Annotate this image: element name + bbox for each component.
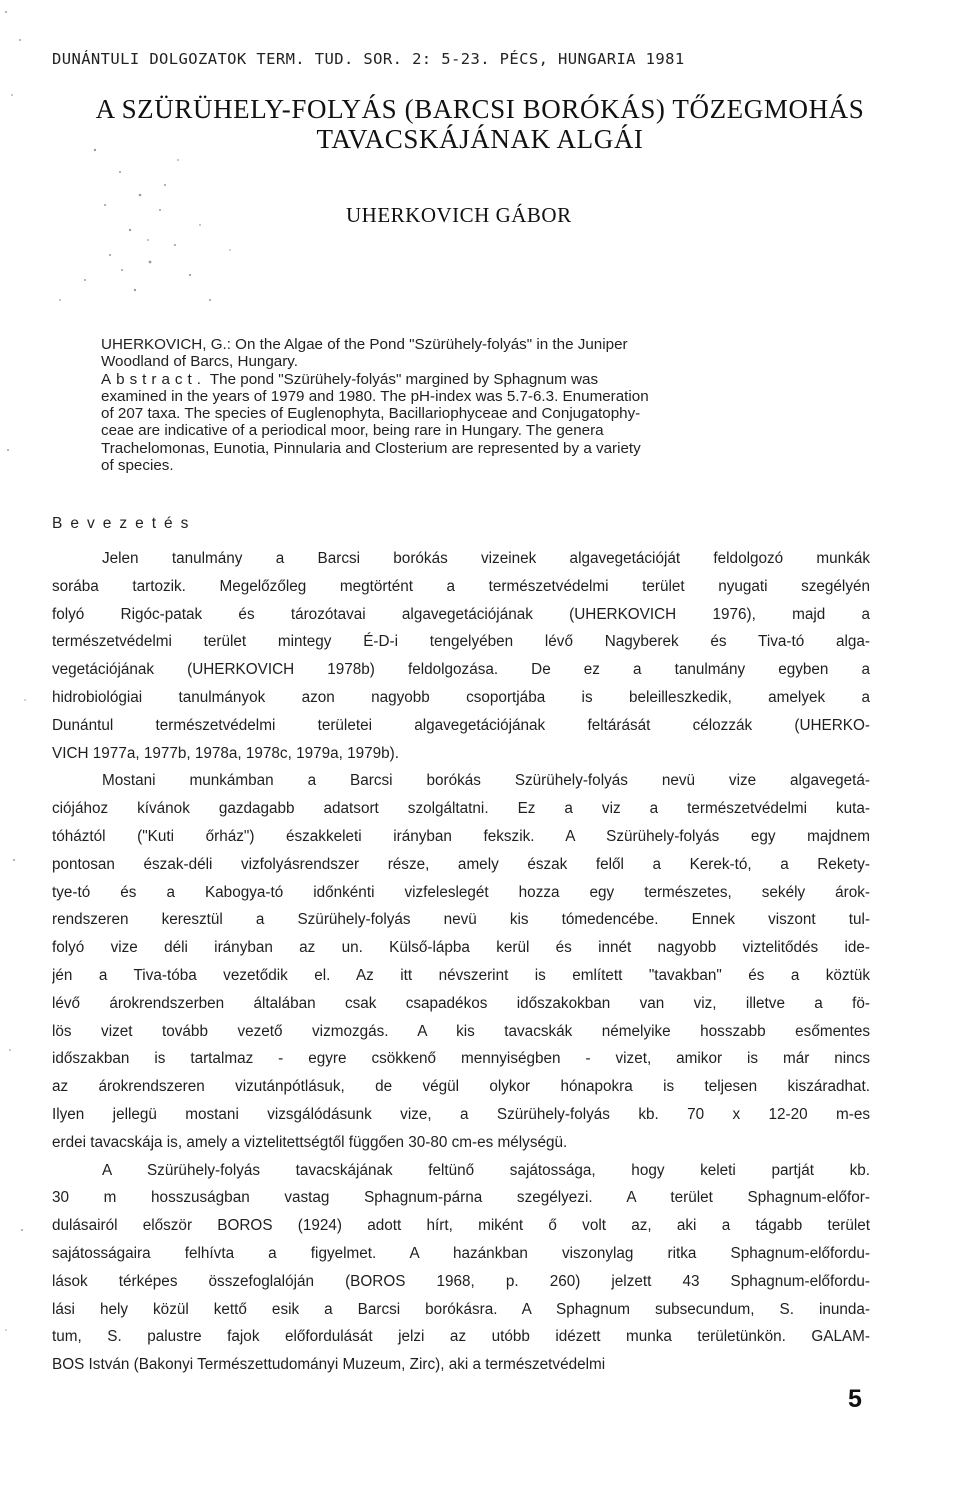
abstract-text-line: of 207 taxa. The species of Euglenophyta, Bacillariophyceae and Conjugatophy- bbox=[101, 405, 641, 423]
body-line: lévő árokrendszerben általában csak csapadékos időszakokban van viz, illetve a fö- bbox=[52, 994, 870, 1012]
article-title-line-1: A SZÜRÜHELY-FOLYÁS (BARCSI BORÓKÁS) TŐZEGMOHÁS bbox=[95, 94, 865, 124]
body-line: tye-tó és a Kabogya-tó időnkénti vizfeleslegét hozza egy természetes, sekély árok- bbox=[52, 883, 870, 901]
body-line: jén a Tiva-tóba vezetődik el. Az itt névszerint is említett "tavakban" és a köztük bbox=[52, 966, 870, 984]
body-line: lások térképes összefoglalóján (BOROS 1968, p. 260) jelzett 43 Sphagnum-előfordu- bbox=[52, 1272, 870, 1290]
body-line: BOS István (Bakonyi Természettudományi Muzeum, Zirc), aki a természetvédelmi bbox=[52, 1356, 606, 1374]
page-number: 5 bbox=[848, 1385, 862, 1413]
abstract-text-line: examined in the years of 1979 and 1980. The pH-index was 5.7-6.3. Enumeration bbox=[101, 387, 649, 405]
body-line: vegetációjának (UHERKOVICH 1978b) feldolgozása. De ez a tanulmány egyben a bbox=[52, 661, 870, 679]
body-line: sorába tartozik. Megelőzőleg megtörtént a természetvédelmi terület nyugati szegélyén bbox=[52, 577, 870, 595]
body-line: az árokrendszeren vizutánpótlásuk, de végül olykor hónapokra is teljesen kiszáradhat. bbox=[52, 1078, 870, 1096]
abstract-text-line: Trachelomonas, Eunotia, Pinnularia and Closterium are represented by a variety bbox=[101, 439, 641, 457]
body-line: folyó Rigóc-patak és tározótavai algavegetációjának (UHERKOVICH 1976), majd a bbox=[52, 605, 870, 623]
body-text bbox=[52, 545, 870, 1379]
body-line: tum, S. palustre fajok előfordulását jelzi az utóbb idézett munka területünkön. GALAM- bbox=[52, 1328, 870, 1346]
abstract-text-line: of species. bbox=[101, 457, 174, 475]
body-line: dulásairól először BOROS (1924) adott hírt, miként ő volt az, aki a tágabb terület bbox=[52, 1217, 870, 1235]
abstract-citation-line: Woodland of Barcs, Hungary. bbox=[101, 353, 298, 371]
body-line: 30 m hosszuságban vastag Sphagnum-párna szegélyezi. A terület Sphagnum-előfor- bbox=[52, 1189, 870, 1207]
edge-speckle-decoration bbox=[0, 0, 40, 1485]
abstract-text: The pond "Szürühely-folyás" margined by Sphagnum was bbox=[209, 370, 599, 388]
abstract-block bbox=[101, 336, 881, 474]
body-line: sajátosságaira felhívta a figyelmet. A hazánkban viszonylag ritka Sphagnum-előfordu- bbox=[52, 1244, 870, 1262]
abstract-label: Abstract. bbox=[101, 370, 206, 388]
article-title-line-2: TAVACSKÁJÁNAK ALGÁI bbox=[316, 124, 644, 154]
abstract-citation-line: UHERKOVICH, G.: On the Algae of the Pond "Szürühely-folyás" in the Juniper bbox=[101, 336, 628, 353]
body-line: Dunántul természetvédelmi területei algavegetációjának feltárását célozzák (UHERKO- bbox=[52, 716, 870, 734]
body-line: VICH 1977a, 1977b, 1978a, 1978c, 1979a, 1979b). bbox=[52, 744, 400, 762]
body-line: időszakban is tartalmaz - egyre csökkenő mennyiségben - vizet, amikor is már nincs bbox=[52, 1050, 870, 1068]
body-line: A Szürühely-folyás tavacskájának feltünő sajátossága, hogy keleti partját kb. bbox=[102, 1161, 870, 1179]
body-line: lös vizet tovább vezető vizmozgás. A kis tavacskák némelyike hosszabb esőmentes bbox=[52, 1022, 870, 1040]
body-line: Ilyen jellegü mostani vizsgálódásunk vize, a Szürühely-folyás kb. 70 x 12-20 m-es bbox=[52, 1105, 870, 1123]
body-line: pontosan észak-déli vizfolyásrendszer része, amely észak felől a Kerek-tó, a Rekety- bbox=[52, 855, 870, 873]
body-line: folyó vize déli irányban az un. Külső-lápba kerül és innét nagyobb viztelitődés ide- bbox=[52, 939, 870, 957]
body-line: Mostani munkámban a Barcsi borókás Szürühely-folyás nevü vize algavegetá- bbox=[102, 772, 870, 790]
body-line: tóháztól ("Kuti őrház") északkeleti irányban fekszik. A Szürühely-folyás egy majdnem bbox=[52, 827, 870, 845]
section-heading-introduction: Bevezetés bbox=[52, 515, 197, 532]
abstract-label-line bbox=[101, 371, 881, 388]
body-line: lási hely közül kettő esik a Barcsi borókásra. A Sphagnum subsecundum, S. inunda- bbox=[52, 1300, 870, 1318]
body-line: ciójához kívánok gazdagabb adatsort szolgáltatni. Ez a viz a természetvédelmi kuta- bbox=[52, 800, 870, 818]
body-line: természetvédelmi terület mintegy É-D-i tengelyében lévő Nagyberek és Tiva-tó alga- bbox=[52, 633, 870, 651]
body-line: Jelen tanulmány a Barcsi borókás vizeinek algavegetációját feldolgozó munkák bbox=[102, 550, 870, 567]
body-line: hidrobiológiai tanulmányok azon nagyobb csoportjába is beleilleszkedik, amelyek a bbox=[52, 688, 870, 706]
abstract-text-line: ceae are indicative of a periodical moor, being rare in Hungary. The genera bbox=[101, 422, 604, 440]
body-line: erdei tavacskája is, amely a viztelitettségtől függően 30-80 cm-es mélységü. bbox=[52, 1133, 568, 1151]
body-line: rendszeren keresztül a Szürühely-folyás nevü kis tómedencébe. Ennek viszont tul- bbox=[52, 911, 870, 929]
author-name: UHERKOVICH GÁBOR bbox=[346, 203, 572, 227]
journal-header: DUNÁNTULI DOLGOZATOK TERM. TUD. SOR. 2: 5-23. PÉCS, HUNGARIA 1981 bbox=[52, 50, 685, 68]
